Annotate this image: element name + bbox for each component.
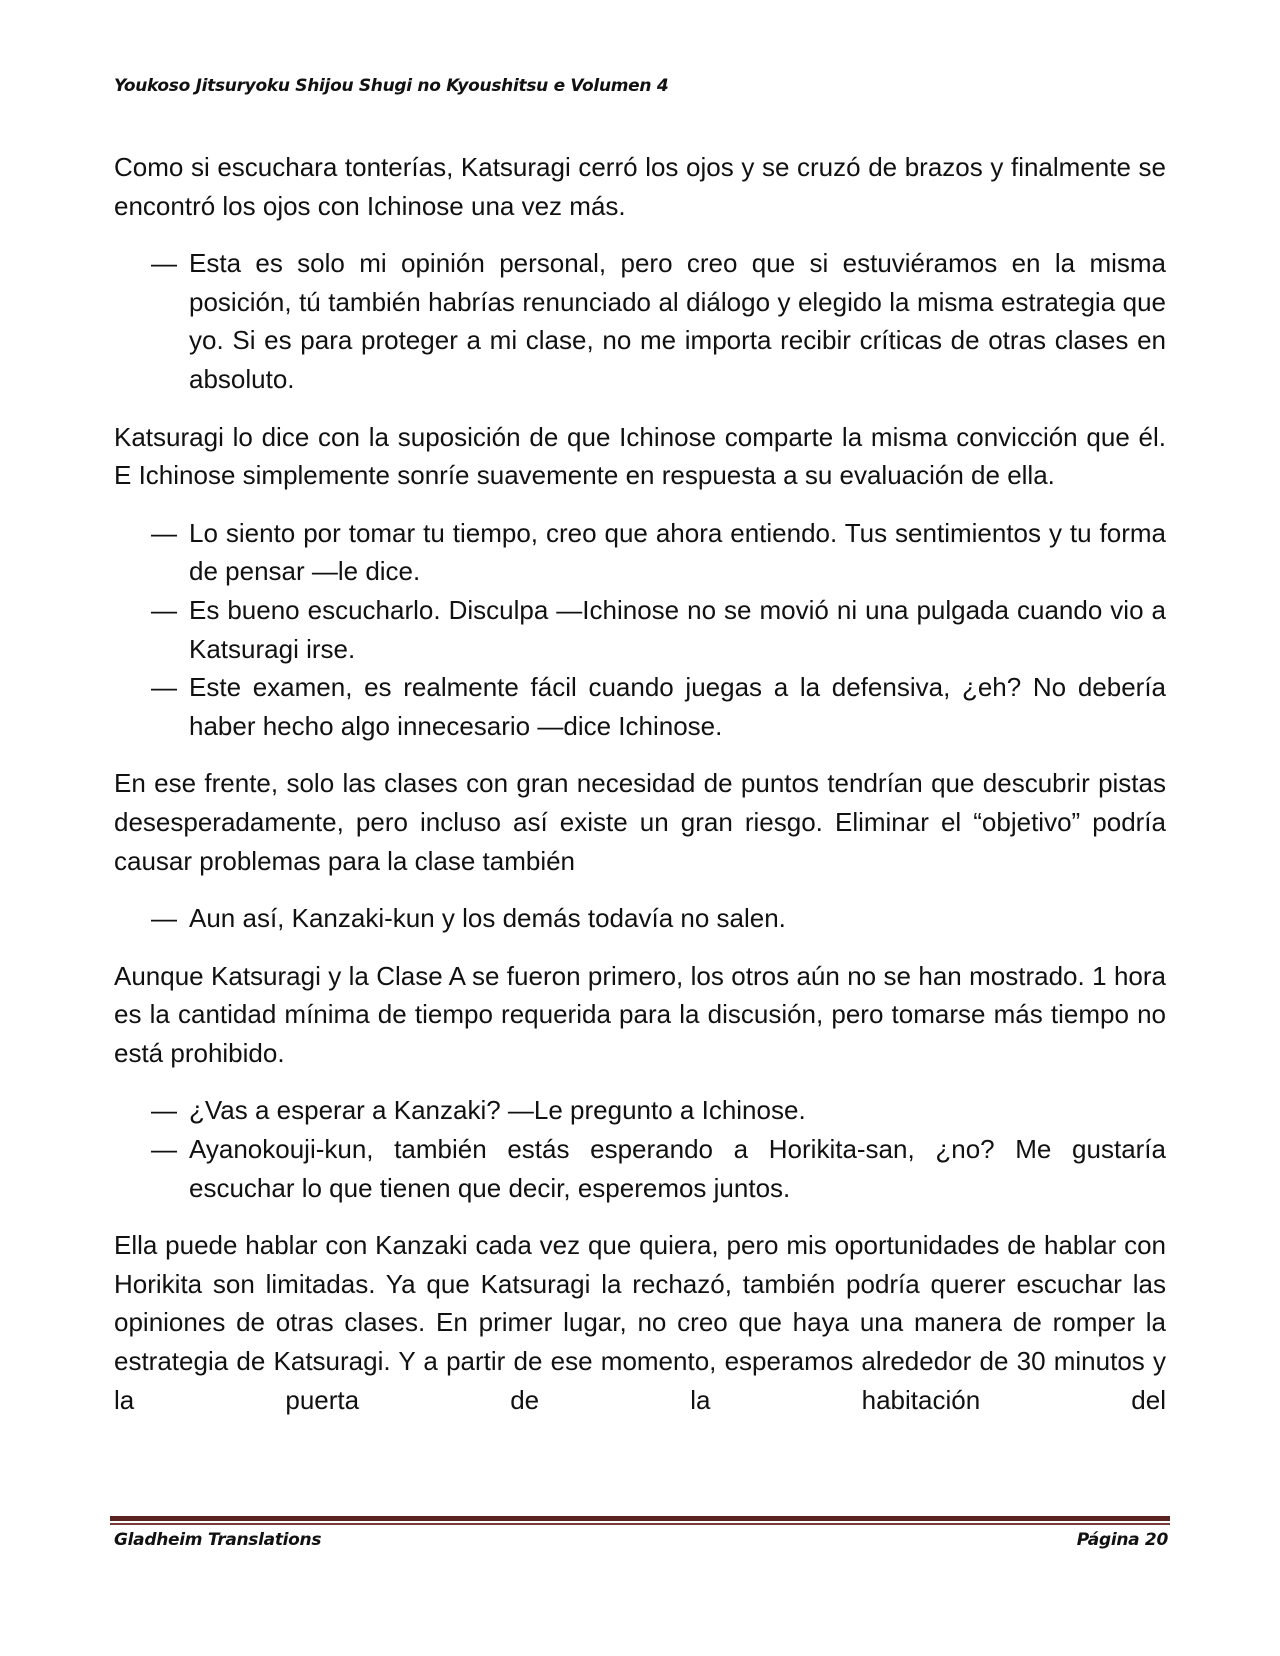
running-header: Youkoso Jitsuryoku Shijou Shugi no Kyoushitsu e Volumen 4 — [114, 76, 669, 96]
em-dash: — — [151, 672, 177, 703]
dialogue-group — [114, 244, 1166, 398]
footer-credit: Gladheim Translations — [114, 1530, 322, 1550]
em-dash: — — [151, 517, 177, 548]
paragraph: En ese frente, solo las clases con gran necesidad de puntos tendrían que descubrir pistas desesperadamente, pero incluso así existe un gran riesgo. Eliminar el “objetivo” podría causar problemas para la clase también — [114, 768, 1166, 876]
em-dash: — — [151, 1134, 177, 1165]
dialogue-text: Este examen, es realmente fácil cuando juegas a la defensiva, ¿eh? No debería haber hecho algo innecesario —dice Ichinose. — [189, 672, 1166, 741]
paragraph: Como si escuchara tonterías, Katsuragi cerró los ojos y se cruzó de brazos y finalmente se encontró los ojos con Ichinose una vez más. — [114, 152, 1166, 221]
paragraph: Ella puede hablar con Kanzaki cada vez que quiera, pero mis oportunidades de hablar con Horikita son limitadas. Ya que Katsuragi la rechazó, también podría querer escuchar las opiniones de otras clases. En primer lugar, no creo que haya una manera de romper la estrategia de Katsuragi. Y a partir de ese momento, esperamos alrededor de 30 minutos y la puerta de la habitación del — [114, 1230, 1166, 1415]
dialogue-text: Aun así, Kanzaki-kun y los demás todavía no salen. — [189, 903, 786, 934]
dialogue-group — [114, 514, 1166, 746]
em-dash: — — [151, 903, 177, 934]
em-dash: — — [151, 594, 177, 625]
dialogue-group — [114, 899, 1166, 938]
dialogue-line — [114, 514, 1166, 591]
dialogue-text: ¿Vas a esperar a Kanzaki? —Le pregunto a Ichinose. — [189, 1095, 806, 1126]
dialogue-line — [114, 591, 1166, 668]
body-text — [114, 148, 1166, 1438]
em-dash: — — [151, 1095, 177, 1126]
footer-divider-thick — [110, 1516, 1170, 1521]
dialogue-line — [114, 899, 1166, 938]
paragraph: Aunque Katsuragi y la Clase A se fueron primero, los otros aún no se han mostrado. 1 hora es la cantidad mínima de tiempo requerida para la discusión, pero tomarse más tiempo no está prohibido. — [114, 960, 1166, 1068]
dialogue-text: Ayanokouji-kun, también estás esperando a Horikita-san, ¿no? Me gustaría escuchar lo que tienen que decir, esperemos juntos. — [189, 1134, 1166, 1203]
footer-divider-thin — [110, 1523, 1170, 1525]
dialogue-group — [114, 1091, 1166, 1207]
paragraph: Katsuragi lo dice con la suposición de que Ichinose comparte la misma convicción que él. E Ichinose simplemente sonríe suavemente en respuesta a su evaluación de ella. — [114, 421, 1166, 491]
dialogue-line — [114, 668, 1166, 745]
footer-divider — [110, 1516, 1170, 1526]
dialogue-text: Esta es solo mi opinión personal, pero creo que si estuviéramos en la misma posición, tú también habrías renunciado al diálogo y elegido la misma estrategia que yo. Si es para proteger a mi clase, no me importa recibir críticas de otras clases en absoluto. — [189, 248, 1166, 394]
em-dash: — — [151, 248, 177, 279]
dialogue-text: Lo siento por tomar tu tiempo, creo que ahora entiendo. Tus sentimientos y tu forma de pensar —le dice. — [189, 517, 1166, 587]
dialogue-line — [114, 1130, 1166, 1207]
page-number: Página 20 — [1076, 1530, 1168, 1550]
dialogue-text: Es bueno escucharlo. Disculpa —Ichinose no se movió ni una pulgada cuando vio a Katsuragi irse. — [189, 594, 1166, 664]
dialogue-line — [114, 1091, 1166, 1130]
dialogue-line — [114, 244, 1166, 398]
